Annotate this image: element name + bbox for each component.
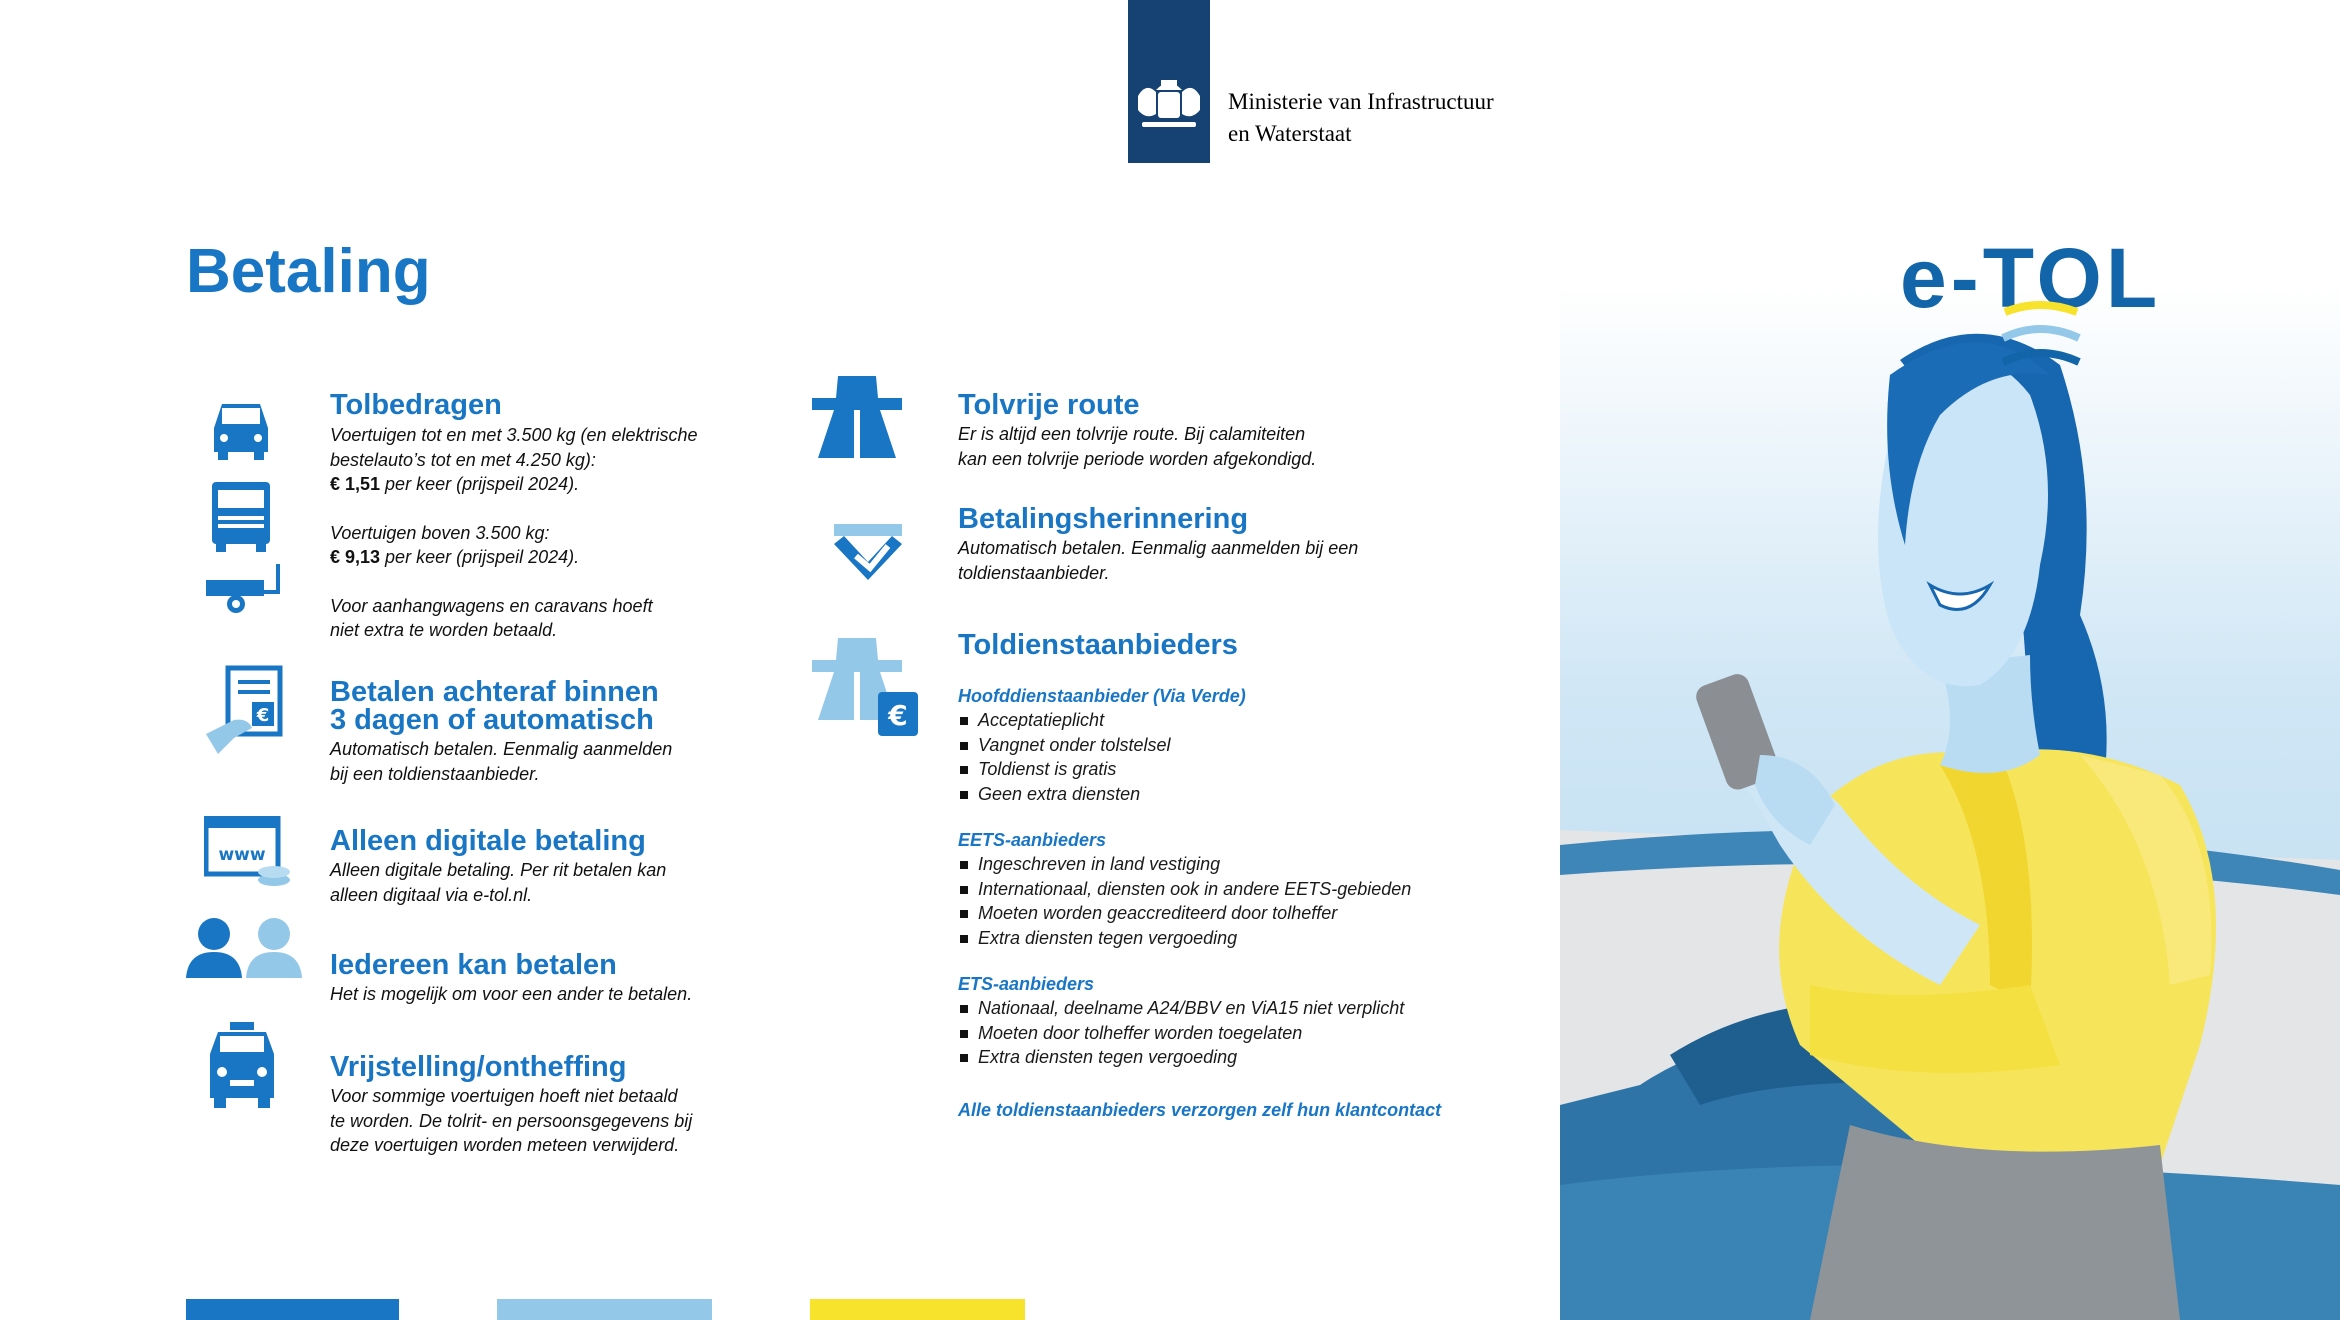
list-item: Extra diensten tegen vergoeding xyxy=(958,1045,1658,1070)
signal-waves-icon xyxy=(1995,300,2085,380)
vrijstelling-line-1: Voor sommige voertuigen hoeft niet betaald xyxy=(330,1086,678,1106)
herinnering-title: Betalingsherinnering xyxy=(958,503,1249,535)
reminder-envelope-icon xyxy=(830,522,906,584)
svg-text:€: € xyxy=(256,705,270,726)
emergency-vehicle-icon xyxy=(204,1020,280,1110)
tolbedragen-line-7: niet extra te worden betaald. xyxy=(330,620,558,640)
group-eets xyxy=(958,828,1658,950)
etol-logo: e-TOL xyxy=(1900,231,2162,325)
tolbedragen-line-1: Voertuigen tot en met 3.500 kg (en elektrische xyxy=(330,425,698,445)
rijksoverheid-logo-bar xyxy=(1128,0,1210,163)
list-item: Geen extra diensten xyxy=(958,782,1658,807)
achteraf-line-1: Automatisch betalen. Eenmalig aanmelden xyxy=(330,739,673,759)
svg-text:€: € xyxy=(888,699,908,732)
section-tolbedragen xyxy=(330,391,810,643)
vrijstelling-line-2: te worden. De tolrit- en persoonsgegevens bij xyxy=(330,1110,693,1131)
invoice-payment-icon xyxy=(204,664,286,756)
list-item: Vangnet onder tolstelsel xyxy=(958,733,1658,758)
section-tolvrij xyxy=(958,391,1538,471)
amount-light-suffix: per keer (prijspeil 2024). xyxy=(380,474,580,494)
trailer-icon xyxy=(204,560,284,616)
woman-with-phone-illustration xyxy=(1560,285,2340,1320)
section-achteraf xyxy=(330,678,810,786)
list-item: Toldienst is gratis xyxy=(958,757,1658,782)
achteraf-title-1: Betalen achteraf binnen xyxy=(330,676,659,708)
achteraf-title-2: 3 dagen of automatisch xyxy=(330,704,654,736)
www-browser-icon xyxy=(204,816,296,894)
coat-of-arms-icon xyxy=(1128,0,1210,163)
amount-heavy-vehicles: € 9,13 xyxy=(330,547,381,567)
section-digitaal xyxy=(330,827,810,907)
ministry-name xyxy=(1228,86,1494,150)
ministry-line-2: en Waterstaat xyxy=(1228,121,1352,146)
list-item: Moeten door tolheffer worden toegelaten xyxy=(958,1021,1658,1046)
list-item: Ingeschreven in land vestiging xyxy=(958,852,1658,877)
amount-light-vehicles: € 1,51 xyxy=(330,474,381,494)
strip-blue xyxy=(186,1299,399,1320)
section-vrijstelling xyxy=(330,1053,810,1158)
section-iedereen xyxy=(330,951,810,1007)
digitaal-line-2: alleen digitaal via e-tol.nl. xyxy=(330,884,533,905)
highway-euro-icon xyxy=(812,638,920,738)
tolbedragen-line-6: Voor aanhangwagens en caravans hoeft xyxy=(330,595,653,616)
list-item: Acceptatieplicht xyxy=(958,708,1658,733)
tolbedragen-line-2: bestelauto’s tot en met 4.250 kg): xyxy=(330,449,596,470)
truck-icon xyxy=(206,480,276,554)
tolbedragen-title: Tolbedragen xyxy=(330,389,502,421)
strip-light-blue xyxy=(497,1299,712,1320)
group-ets xyxy=(958,972,1658,1070)
group-heading: Hoofddienstaanbieder (Via Verde) xyxy=(958,686,1246,706)
highway-icon xyxy=(812,376,902,458)
tolvrij-line-1: Er is altijd een tolvrije route. Bij calamiteiten xyxy=(958,424,1306,444)
list-item: Moeten worden geaccrediteerd door tolheffer xyxy=(958,901,1658,926)
tolvrij-line-2: kan een tolvrije periode worden afgekondigd. xyxy=(958,448,1317,469)
group-heading: ETS-aanbieders xyxy=(958,974,1095,994)
group-hoofddienst xyxy=(958,684,1658,806)
car-icon xyxy=(206,398,276,462)
aanbieders-title: Toldienstaanbieders xyxy=(958,629,1238,661)
tolbedragen-line-4: Voertuigen boven 3.500 kg: xyxy=(330,522,550,543)
achteraf-line-2: bij een toldienstaanbieder. xyxy=(330,763,540,784)
vrijstelling-line-3: deze voertuigen worden meteen verwijderd. xyxy=(330,1135,680,1155)
herinnering-line-1: Automatisch betalen. Eenmalig aanmelden bij een xyxy=(958,538,1359,558)
strip-yellow xyxy=(810,1299,1025,1320)
group-heading: EETS-aanbieders xyxy=(958,830,1107,850)
digitaal-line-1: Alleen digitale betaling. Per rit betalen kan xyxy=(330,860,667,880)
amount-heavy-suffix: per keer (prijspeil 2024). xyxy=(380,547,580,567)
tolvrij-title: Tolvrije route xyxy=(958,389,1140,421)
herinnering-line-2: toldienstaanbieder. xyxy=(958,562,1110,583)
section-aanbieders xyxy=(958,631,1658,1121)
list-item: Nationaal, deelname A24/BBV en ViA15 niet verplicht xyxy=(958,996,1658,1021)
svg-text:www: www xyxy=(218,845,266,865)
iedereen-line-1: Het is mogelijk om voor een ander te betalen. xyxy=(330,984,693,1004)
list-item: Internationaal, diensten ook in andere EETS-gebieden xyxy=(958,877,1658,902)
vrijstelling-title: Vrijstelling/ontheffing xyxy=(330,1051,627,1083)
digitaal-title: Alleen digitale betaling xyxy=(330,825,646,857)
ministry-line-1: Ministerie van Infrastructuur xyxy=(1228,89,1494,114)
iedereen-title: Iedereen kan betalen xyxy=(330,949,617,981)
list-item: Extra diensten tegen vergoeding xyxy=(958,926,1658,951)
klantcontact-note: Alle toldienstaanbieders verzorgen zelf hun klantcontact xyxy=(958,1099,1442,1120)
section-herinnering xyxy=(958,505,1538,585)
two-people-icon xyxy=(184,912,306,980)
page-title: Betaling xyxy=(186,237,431,306)
